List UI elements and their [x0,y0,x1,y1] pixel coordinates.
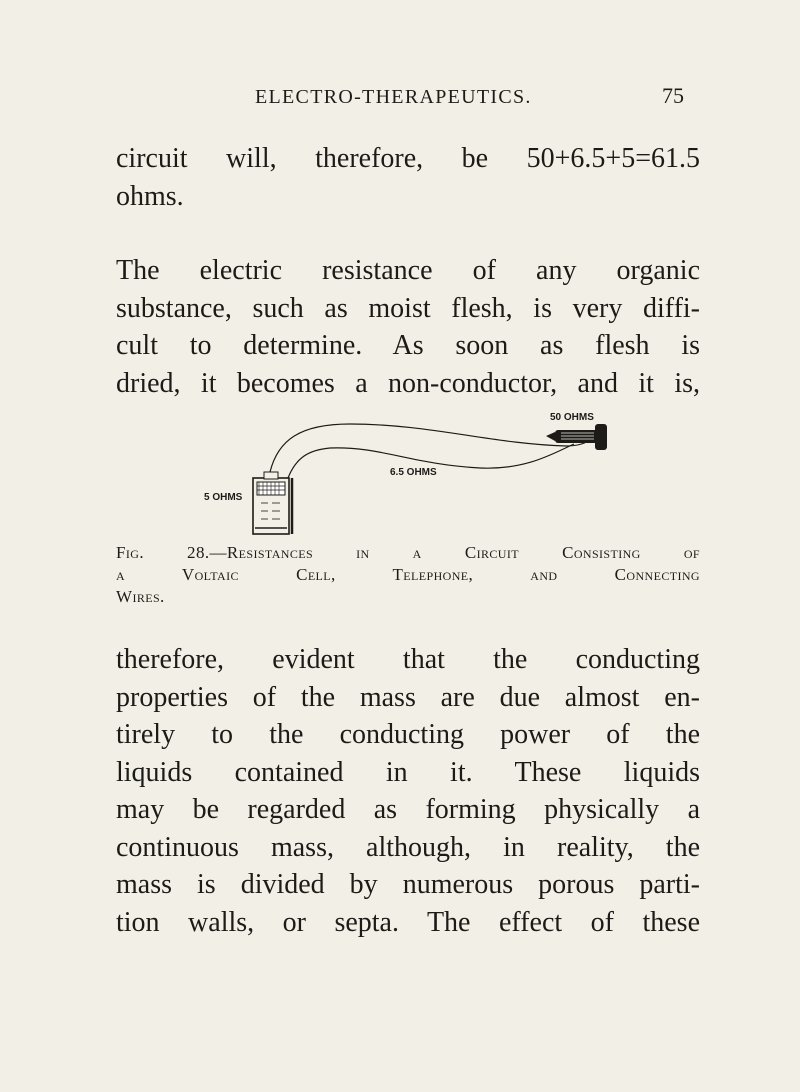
text-line: mass is divided by numerous porous parti- [116,869,700,900]
text-line: substance, such as moist flesh, is very diffi- [116,292,700,324]
label-telephone-resistance: 50 OHMS [550,412,594,423]
caption-line: Fig. 28.—Resistances in a Circuit Consisting of [116,543,700,562]
text-line: tion walls, or septa. The effect of these [116,906,700,938]
paragraph-3 [116,641,700,941]
figure-caption [116,542,700,608]
label-wire-resistance: 6.5 OHMS [390,467,437,478]
page-number: 75 [662,83,684,108]
text-line: The electric resistance of any organic [116,255,700,286]
caption-line: Wires. [116,587,165,606]
label-cell-resistance: 5 OHMS [204,492,243,503]
text-line: tirely to the conducting power of the [116,719,700,750]
text-line: circuit will, therefore, be 50+6.5+5=61.5 [116,143,700,174]
running-head [0,83,800,112]
circuit-figure [204,400,630,540]
text-line: ohms. [116,180,184,212]
text-line: therefore, evident that the conducting [116,644,700,675]
caption-line: a Voltaic Cell, Telephone, and Connecting [116,565,700,584]
text-line: liquids contained in it. These liquids [116,756,700,788]
text-line: cult to determine. As soon as flesh is [116,330,700,361]
paragraph-1 [116,140,700,215]
text-line: may be regarded as forming physically a [116,794,700,825]
text-line: dried, it becomes a non-conductor, and it is, [116,367,700,399]
paragraph-2 [116,252,700,402]
text-line: properties of the mass are due almost en- [116,681,700,713]
text-line: continuous mass, although, in reality, the [116,831,700,863]
running-title: ELECTRO-THERAPEUTICS. [255,86,532,108]
voltaic-cell-icon [253,472,292,534]
circuit-diagram [204,400,630,540]
